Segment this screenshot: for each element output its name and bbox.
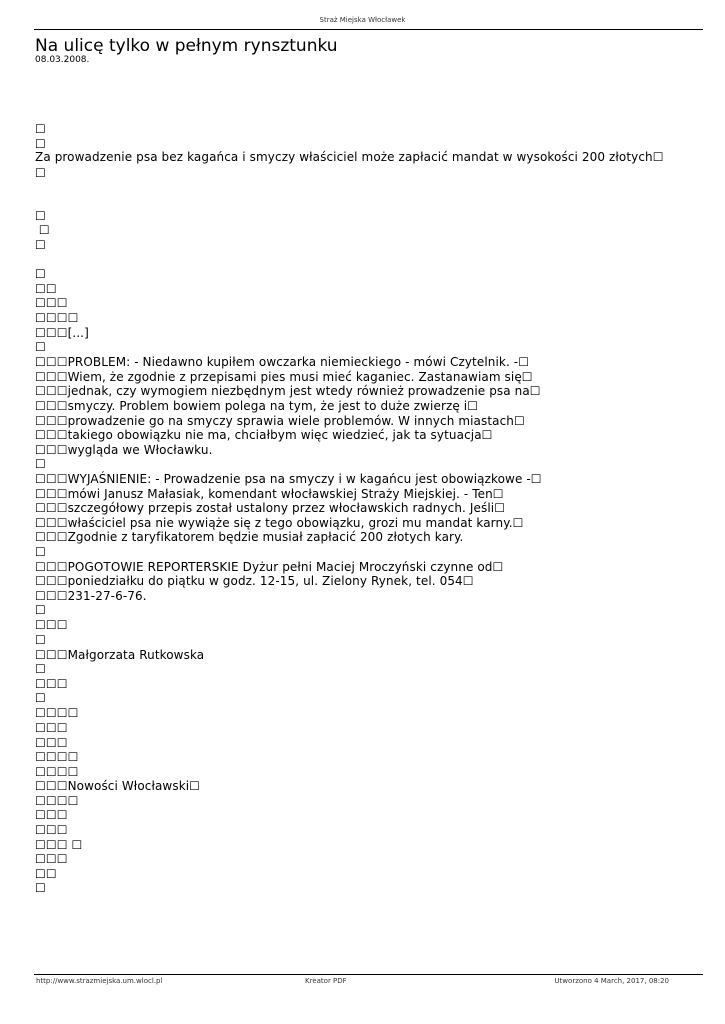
body-line: ☐☐☐Wiem, że zgodnie z przepisami pies musi mieć kaganiec. Zastanawiam się☐ (35, 370, 533, 384)
body-line: ☐☐☐ (35, 296, 68, 310)
body-line: ☐ (35, 881, 46, 895)
body-line: ☐ (35, 122, 46, 136)
body-line: ☐☐☐poniedziałku do piątku w godz. 12-15, ul. Zielony Rynek, tel. 054☐ (35, 574, 474, 588)
body-line: ☐ (35, 209, 46, 223)
body-line: ☐☐☐mówi Janusz Małasiak, komendant włocławskiej Straży Miejskiej. - Ten☐ (35, 487, 504, 501)
body-line: ☐ (35, 137, 46, 151)
body-line: ☐☐☐właściciel psa nie wywiąże się z tego obowiązku, grozi mu mandat karny.☐ (35, 516, 524, 530)
body-line: ☐☐ (35, 282, 57, 296)
body-line: ☐☐☐ (35, 808, 68, 822)
body-line: ☐ (35, 662, 46, 676)
body-line: ☐☐☐ (35, 823, 68, 837)
body-line: ☐☐☐ (35, 736, 68, 750)
body-line: Za prowadzenie psa bez kagańca i smyczy właściciel może zapłacić mandat w wysokości 200 złotych☐ (35, 150, 664, 164)
body-line: ☐☐☐wygląda we Włocławku. (35, 443, 213, 457)
page-header-site-name: Straż Miejska Włocławek (319, 16, 406, 24)
body-line: ☐☐☐☐ (35, 706, 79, 720)
body-line: ☐☐☐ (35, 852, 68, 866)
body-line: ☐☐☐ ☐ (35, 838, 83, 852)
body-line: ☐ (35, 223, 50, 237)
body-line: ☐☐☐☐ (35, 765, 79, 779)
body-line: ☐☐☐ (35, 721, 68, 735)
body-line: ☐☐☐ (35, 677, 68, 691)
body-line: ☐ (35, 238, 46, 252)
body-line: ☐☐☐Małgorzata Rutkowska (35, 648, 205, 662)
body-line: ☐☐☐231-27-6-76. (35, 589, 147, 603)
body-line: ☐☐☐PROBLEM: - Niedawno kupiłem owczarka niemieckiego - mówi Czytelnik. -☐ (35, 355, 530, 369)
body-line: ☐☐☐takiego obowiązku nie ma, chciałbym więc wiedzieć, jak ta sytuacja☐ (35, 428, 493, 442)
body-line: ☐ (35, 603, 46, 617)
footer-divider (34, 974, 703, 975)
footer-generator: Kreator PDF (305, 977, 347, 985)
body-line: ☐ (35, 166, 46, 180)
body-line: ☐☐☐szczegółowy przepis został ustalony przez włocławskich radnych. Jeśli☐ (35, 501, 506, 515)
body-line: ☐☐☐POGOTOWIE REPORTERSKIE Dyżur pełni Maciej Mroczyński czynne od☐ (35, 560, 504, 574)
body-line: ☐☐☐smyczy. Problem bowiem polega na tym, że jest to duże zwierzę i☐ (35, 399, 479, 413)
article-title: Na ulicę tylko w pełnym rynsztunku (35, 36, 338, 56)
footer-created-timestamp: Utworzono 4 March, 2017, 08:20 (554, 977, 669, 985)
body-line: ☐ (35, 457, 46, 471)
body-line: ☐☐☐WYJAŚNIENIE: - Prowadzenie psa na smyczy i w kagańcu jest obowiązkowe -☐ (35, 472, 542, 486)
body-line: ☐ (35, 267, 46, 281)
body-line: ☐☐☐Zgodnie z taryfikatorem będzie musiał zapłacić 200 złotych kary. (35, 530, 464, 544)
body-line: ☐☐☐☐ (35, 750, 79, 764)
body-line: ☐ (35, 545, 46, 559)
body-line: ☐☐☐ (35, 618, 68, 632)
body-line: ☐ (35, 340, 46, 354)
body-line: ☐☐ (35, 867, 57, 881)
footer-url-link[interactable]: http://www.strazmiejska.um.wlocl.pl (36, 977, 163, 985)
body-line: ☐☐☐[...] (35, 326, 89, 340)
body-line: ☐☐☐Nowości Włocławski☐ (35, 779, 201, 793)
body-line: ☐☐☐jednak, czy wymogiem niezbędnym jest wtedy również prowadzenie psa na☐ (35, 384, 541, 398)
body-line: ☐ (35, 691, 46, 705)
article-date: 08.03.2008. (35, 55, 90, 65)
body-line: ☐☐☐☐ (35, 794, 79, 808)
body-line: ☐ (35, 633, 46, 647)
body-line: ☐☐☐☐ (35, 311, 79, 325)
body-line: ☐☐☐prowadzenie go na smyczy sprawia wiele problemów. W innych miastach☐ (35, 414, 525, 428)
